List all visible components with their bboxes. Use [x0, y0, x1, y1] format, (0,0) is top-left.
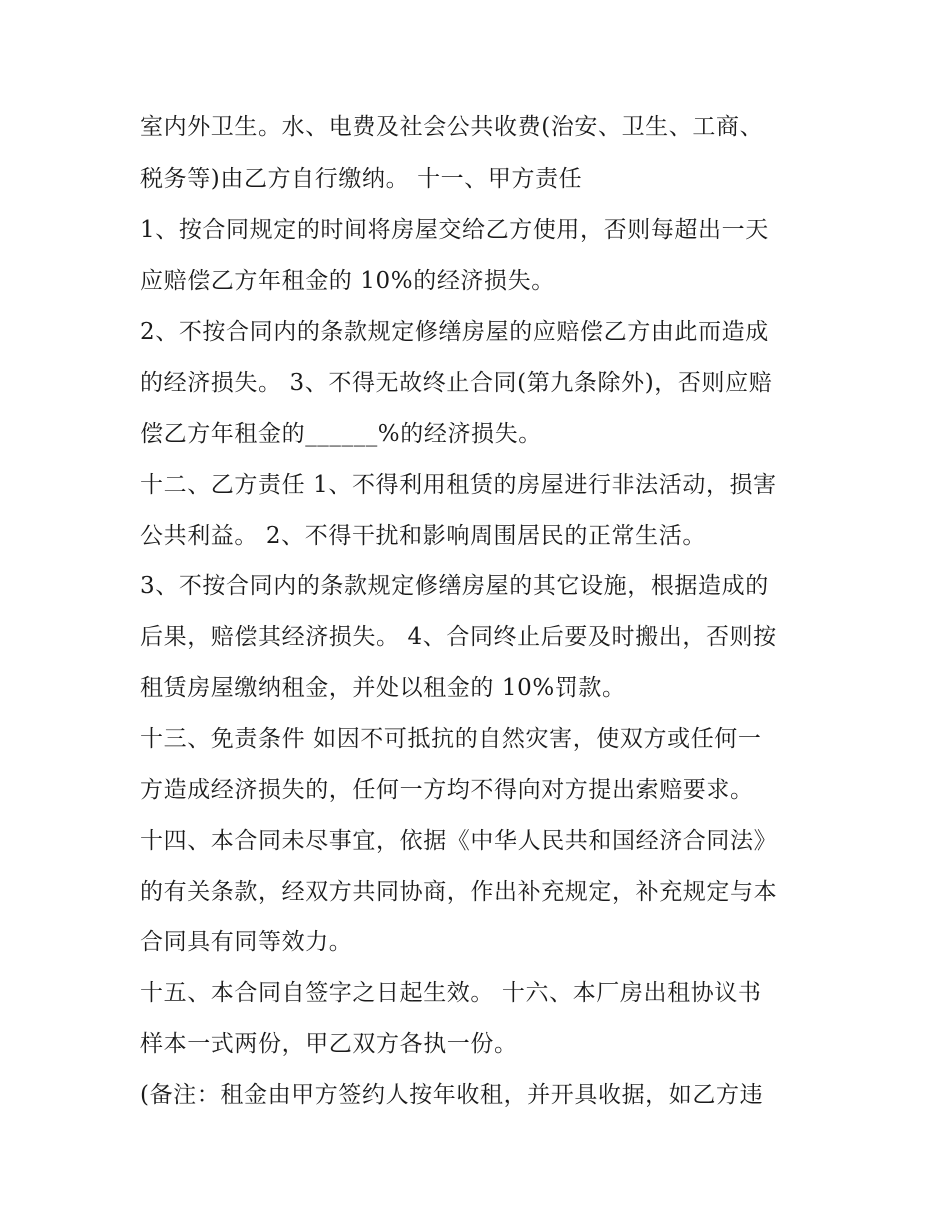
text-line: 后果，赔偿其经济损失。 4、合同终止后要及时搬出，否则按	[140, 624, 777, 650]
text-line: 租赁房屋缴纳租金，并处以租金的 10%罚款。	[140, 675, 626, 701]
text-line: 室内外卫生。水、电费及社会公共收费(治安、卫生、工商、	[140, 114, 764, 140]
text-line: 1、按合同规定的时间将房屋交给乙方使用，否则每超出一天	[140, 217, 769, 243]
text-line: 样本一式两份，甲乙双方各执一份。	[140, 1031, 518, 1057]
text-line: (备注：租金由甲方签约人按年收租，并开具收据，如乙方违	[140, 1082, 764, 1108]
text-line: 的有关条款，经双方共同协商，作出补充规定，补充规定与本	[140, 879, 778, 905]
text-line: 税务等)由乙方自行缴纳。 十一、甲方责任	[140, 166, 583, 192]
text-line: 十四、本合同未尽事宜，依据《中华人民共和国经济合同法》	[140, 828, 778, 854]
text-line: 2、不按合同内的条款规定修缮房屋的应赔偿乙方由此而造成	[140, 319, 769, 345]
text-line: 合同具有同等效力。	[140, 929, 353, 955]
text-line: 十三、免责条件 如因不可抵抗的自然灾害，使双方或任何一	[140, 726, 762, 752]
text-line: 应赔偿乙方年租金的 10%的经济损失。	[140, 268, 555, 294]
text-line: 的经济损失。 3、不得无故终止合同(第九条除外)，否则应赔	[140, 370, 773, 396]
text-line: 公共利益。 2、不得干扰和影响周围居民的正常生活。	[140, 523, 706, 549]
text-line: 偿乙方年租金的______%的经济损失。	[140, 421, 542, 447]
text-line: 3、不按合同内的条款规定修缮房屋的其它设施，根据造成的	[140, 573, 769, 599]
text-line: 方造成经济损失的，任何一方均不得向对方提出索赔要求。	[140, 777, 754, 803]
text-line: 十五、本合同自签字之日起生效。 十六、本厂房出租协议书	[140, 980, 762, 1006]
text-line: 十二、乙方责任 1、不得利用租赁的房屋进行非法活动，损害	[140, 472, 777, 498]
